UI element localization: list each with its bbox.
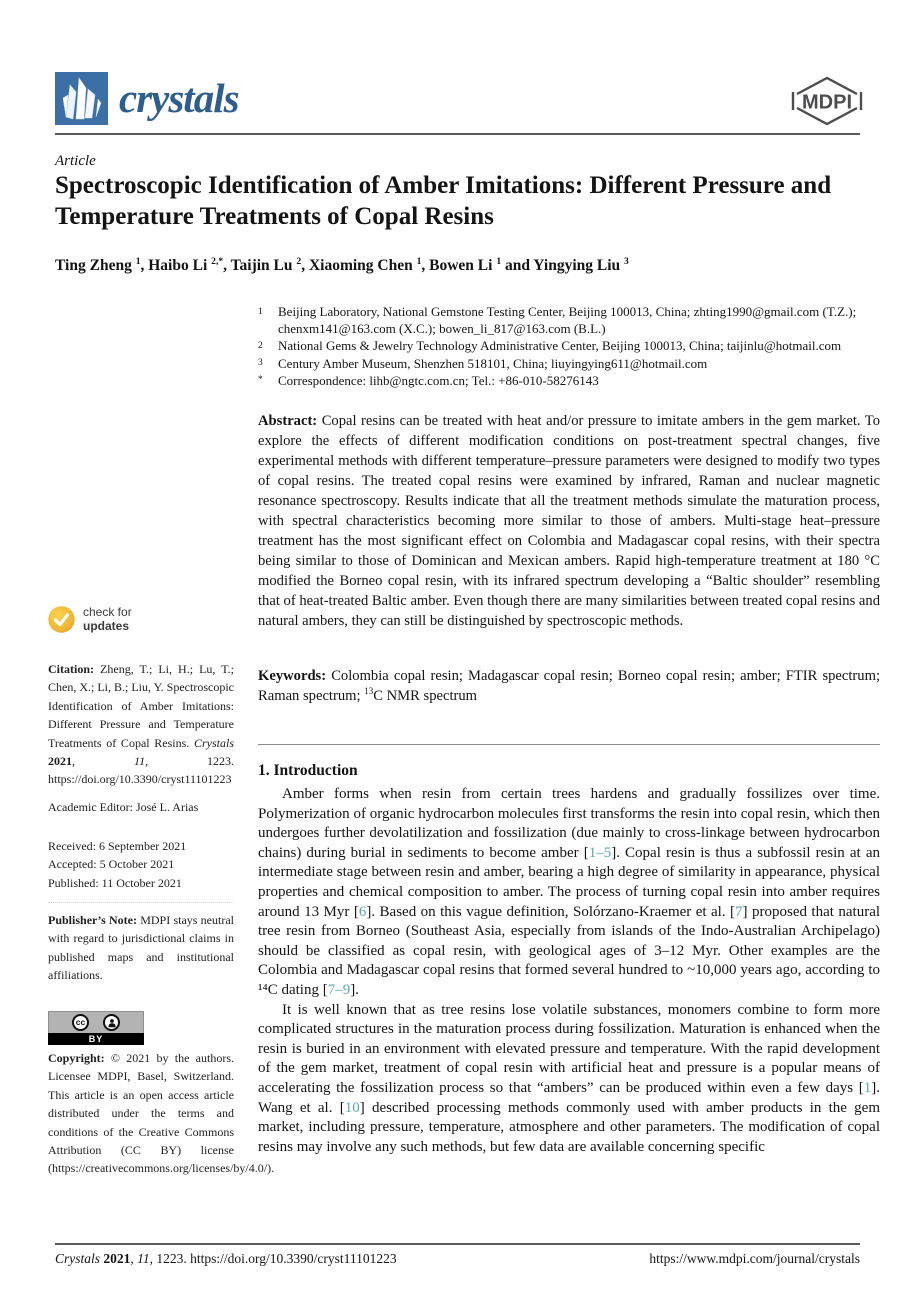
accepted-date: Accepted: 5 October 2021 [48, 857, 175, 872]
dates-block [48, 837, 234, 892]
received-date: Received: 6 September 2021 [48, 839, 187, 853]
authors-line: Ting Zheng $^1$, Haibo Li $^{2,*}$, Taijin Lu $^2$, Xiaoming Chen $^1$, Bowen Li $^1$ and Yingying Liu $^3$ [55, 255, 629, 274]
paragraph: It is well known that as tree resins lose volatile substances, monomers combine to form more complicated structures in the maturation process during fossilization. Maturation is enhanced when the resin is buried in an environment with elevated pressure and temperature. With the rapid development of the gem market, treatment of copal resin with artificial heat and pressure is a popular means of accelerating the fossilization process so that “ambers” can be produced within even a few days [1]. Wang et al. [10] described processing methods commonly used with amber products in the gem market, including pressure, temperature, atmosphere and other parameters. The modification of copal resins may involve any such methods, but few data are available concerning specific [258, 1001, 880, 1155]
publisher-name: MDPI [802, 91, 852, 114]
keywords: Keywords: Colombia copal resin; Madagascar copal resin; Borneo copal resin; amber; FTIR spectrum; Raman spectrum; $^{13}$C NMR spectrum [258, 668, 880, 704]
paragraph: Amber forms when resin from certain trees hardens and gradually fossilizes over time. Polymerization of organic hydrocarbon molecules first transforms the resin into copal resin, which then undergoes further devolatilization and fossilization (due mainly to cross-linkage between hydrocarbon chains) during burial in sediments to become amber [1–5]. Copal resin is thus a subfossil resin at an intermediate stage between resin and amber, bearing a high degree of similarity in appearance, physical properties and chemical composition to amber. The process of turning copal resin into amber requires around 13 Myr [6]. Based on this vague definition, Solórzano-Kraemer et al. [7] proposed that natural tree resin from Borneo (Southeast Asia, especially from islands of the Indo-Australian Archipelago) should be classified as copal resin, with geological ages of 3–12 Myr. Other examples are the Colombia and Madagascar copal resins that formed several hundred to ~10,000 years ago, according to ¹⁴C dating [7–9]. [258, 786, 881, 998]
reference-citation[interactable]: 7 [735, 903, 743, 920]
footer-journal-url[interactable]: https://www.mdpi.com/journal/crystals [649, 1251, 860, 1266]
article-type-label: Article [55, 153, 96, 169]
citation-block: Citation: Zheng, T.; Li, H.; Lu, T.; Chen, X.; Li, B.; Liu, Y. Spectroscopic Identification of Amber Imitations: Different Pressure and Temperature Treatments of Copal Resins. Crystals 2021, 11, 1223. https://doi.org/10.3390/cryst11101223 [48, 662, 235, 787]
affiliation-marker: 1 [258, 306, 263, 317]
publisher-note: Publisher’s Note: MDPI stays neutral with regard to jurisdictional claims in published maps and institutional affiliations. [48, 913, 234, 983]
abstract: Abstract: Copal resins can be treated with heat and/or pressure to imitate ambers in the gem market. To explore the effects of different modification conditions on post-treatment spectral changes, five experimental methods with different temperature–pressure parameters were designed to modify two types of copal resins. The treated copal resins were examined by infrared, Raman and nuclear magnetic resonance spectroscopy. Results indicate that all the treatment methods simulate the maturation process, with spectral characteristics becoming more similar to those of ambers. Multi-stage heat–pressure treatment has the most significant effect on Colombia and Madagascar copal resins, with their spectra being similar to those of Dominican and Mexican ambers. Rapid high-temperature treatment at 180 °C modified the Borneo copal resin, with its infrared spectrum developing a “Baltic shoulder” resembling that of heat-treated Baltic amber. Even though there are many similarities between treated copal resins and natural ambers, they can still be distinguished by spectroscopic methods. [258, 413, 880, 629]
journal-name: crystals [119, 75, 239, 121]
checkmark-icon [48, 606, 75, 633]
introduction-paragraphs [258, 785, 880, 1157]
reference-citation[interactable]: 10 [344, 1099, 360, 1116]
reference-citation[interactable]: 6 [358, 903, 367, 920]
reference-citation[interactable]: 7–9 [327, 981, 351, 998]
sidebar-divider [48, 902, 234, 903]
reference-citation[interactable]: 1 [863, 1079, 872, 1096]
section-heading-introduction: 1. Introduction [258, 762, 358, 779]
affiliation-row [258, 303, 880, 337]
person-icon [103, 1014, 120, 1031]
published-date: Published: 11 October 2021 [48, 875, 182, 890]
cc-icon: cc [72, 1014, 89, 1031]
footer-citation: Crystals 2021, 11, 1223. https://doi.org/10.3390/cryst11101223 [55, 1251, 397, 1266]
affiliation-text: National Gems & Jewelry Technology Administrative Center, Beijing 100013, China; taijinlu@hotmail.com [278, 338, 842, 354]
mdpi-logo[interactable] [788, 72, 866, 135]
check-for-updates-label [83, 606, 132, 633]
page-title: Spectroscopic Identification of Amber Imitations: Different Pressure and Temperature Treatments of Copal Resins [55, 172, 832, 230]
crystals-icon [55, 72, 108, 125]
content-divider [258, 744, 880, 745]
affiliation-marker: 2 [258, 340, 263, 351]
affiliations [258, 303, 880, 389]
affiliation-marker: * [258, 375, 263, 386]
academic-editor: Academic Editor: José L. Arias [48, 800, 199, 814]
check-for-updates-badge[interactable] [48, 606, 132, 633]
header-divider [55, 133, 860, 135]
footer-divider [55, 1243, 860, 1245]
crystals-logo[interactable] [55, 72, 239, 125]
affiliation-row [258, 337, 880, 354]
affiliation-marker: 3 [258, 358, 263, 369]
affiliation-text: Century Amber Museum, Shenzhen 518101, China; liuyingying611@hotmail.com [278, 355, 708, 371]
footer [55, 1251, 860, 1267]
affiliation-row [258, 372, 880, 389]
copyright-block: Copyright: © 2021 by the authors. Licensee MDPI, Basel, Switzerland. This article is an open access article distributed under the terms and conditions of the Creative Commons Attribution (CC BY) license (https://creativecommons.org/licenses/by/4.0/). [48, 1051, 275, 1176]
updates-text: updates [83, 618, 130, 633]
cc-badge-icons [48, 1011, 144, 1033]
check-for-text: check for [83, 605, 132, 619]
cc-by-license-badge[interactable] [48, 1011, 144, 1045]
affiliation-row [258, 355, 880, 372]
reference-citation[interactable]: 1–5 [588, 844, 612, 861]
cc-by-label: BY [48, 1033, 144, 1045]
journal-header [55, 70, 860, 130]
affiliation-text: Beijing Laboratory, National Gemstone Testing Center, Beijing 100013, China; zhting1990@gmail.com (T.Z.); chenxm141@163.com (X.C.); bowen_li_817@163.com (B.L.) [278, 304, 857, 337]
affiliation-text: Correspondence: lihb@ngtc.com.cn; Tel.: +86-010-58276143 [278, 372, 599, 388]
